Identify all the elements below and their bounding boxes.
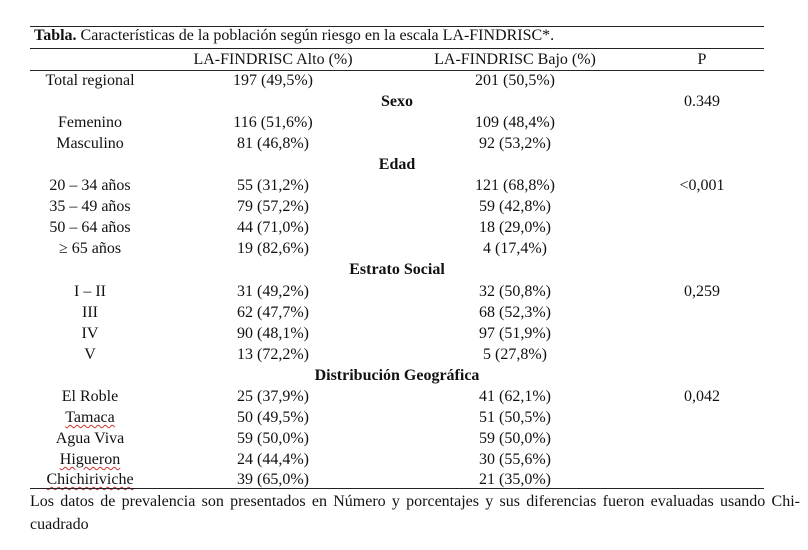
- row-label: 35 – 49 años: [49, 198, 131, 215]
- row-alto: 81 (46,8%): [237, 135, 309, 152]
- row-label: V: [84, 346, 96, 363]
- p-value-estrato: 0,259: [684, 283, 720, 300]
- row-label: Femenino: [58, 114, 122, 131]
- row-label-text: Tamaca: [65, 409, 115, 426]
- row-alto: 31 (49,2%): [237, 283, 309, 300]
- header-bajo: LA-FINDRISC Bajo (%): [434, 51, 596, 68]
- row-label: 50 – 64 años: [49, 219, 131, 236]
- table-caption: [34, 27, 554, 45]
- row-label: IV: [81, 325, 99, 342]
- row-alto: 59 (50,0%): [237, 430, 309, 447]
- row-label: Masculino: [56, 135, 124, 152]
- row-bajo: 109 (48,4%): [475, 114, 555, 131]
- row-alto: 25 (37,9%): [237, 388, 309, 405]
- row-bajo: 68 (52,3%): [479, 304, 551, 321]
- row-bajo: 32 (50,8%): [479, 283, 551, 300]
- bottom-rule: [30, 488, 764, 489]
- row-bajo: 30 (55,6%): [479, 451, 551, 468]
- row-alto: 90 (48,1%): [237, 325, 309, 342]
- row-bajo: 21 (35,0%): [479, 471, 551, 488]
- section-title-edad: Edad: [378, 156, 416, 173]
- row-label: 20 – 34 años: [49, 177, 131, 194]
- row-bajo: 5 (27,8%): [483, 346, 547, 363]
- p-value-geografica: 0,042: [684, 388, 720, 405]
- row-bajo: 97 (51,9%): [479, 325, 551, 342]
- row-bajo: 121 (68,8%): [475, 177, 555, 194]
- row-label: [10, 470, 170, 490]
- row-bajo: 41 (62,1%): [479, 388, 551, 405]
- row-label: I – II: [74, 283, 106, 300]
- row-label: [10, 450, 170, 470]
- section-title-sexo: Sexo: [381, 93, 413, 110]
- row-bajo: 4 (17,4%): [483, 240, 547, 257]
- row-alto: 79 (57,2%): [237, 198, 309, 215]
- section-title-estrato: Estrato Social: [349, 261, 445, 278]
- row-label: [10, 408, 170, 428]
- total-alto: 197 (49,5%): [233, 72, 313, 89]
- row-label-text: Higueron: [59, 451, 121, 468]
- row-label: Agua Viva: [55, 430, 125, 447]
- row-label-text: Chichiriviche: [46, 471, 134, 488]
- row-bajo: 18 (29,0%): [479, 219, 551, 236]
- footnote: Los datos de prevalencia son presentados en Número y porcentajes y sus diferencias fueron evaluadas usando Chi-cuadrado: [30, 493, 800, 533]
- row-bajo: 92 (53,2%): [479, 135, 551, 152]
- caption-text: Características de la población según riesgo en la escala LA-FINDRISC*.: [76, 27, 555, 44]
- row-bajo: 59 (50,0%): [479, 430, 551, 447]
- total-label: Total regional: [45, 72, 135, 89]
- row-bajo: 51 (50,5%): [479, 409, 551, 426]
- row-label: ≥ 65 años: [58, 240, 122, 257]
- row-alto: 19 (82,6%): [237, 240, 309, 257]
- caption-bold: Tabla.: [34, 27, 77, 44]
- row-alto: 62 (47,7%): [237, 304, 309, 321]
- p-value-edad: <0,001: [679, 177, 725, 194]
- row-alto: 44 (71,0%): [237, 219, 309, 236]
- row-alto: 116 (51,6%): [233, 114, 313, 131]
- row-alto: 24 (44,4%): [237, 451, 309, 468]
- row-label: El Roble: [61, 388, 119, 405]
- section-title-geografica: Distribución Geográfica: [314, 367, 480, 384]
- caption-rule: [30, 48, 764, 49]
- row-alto: 50 (49,5%): [237, 409, 309, 426]
- row-label: III: [82, 304, 98, 321]
- row-alto: 55 (31,2%): [237, 177, 309, 194]
- total-bajo: 201 (50,5%): [475, 72, 555, 89]
- header-p: P: [697, 51, 707, 68]
- row-alto: 13 (72,2%): [237, 346, 309, 363]
- row-bajo: 59 (42,8%): [479, 198, 551, 215]
- row-alto: 39 (65,0%): [237, 471, 309, 488]
- header-alto: LA-FINDRISC Alto (%): [193, 51, 353, 68]
- p-value-sexo: 0.349: [684, 93, 720, 110]
